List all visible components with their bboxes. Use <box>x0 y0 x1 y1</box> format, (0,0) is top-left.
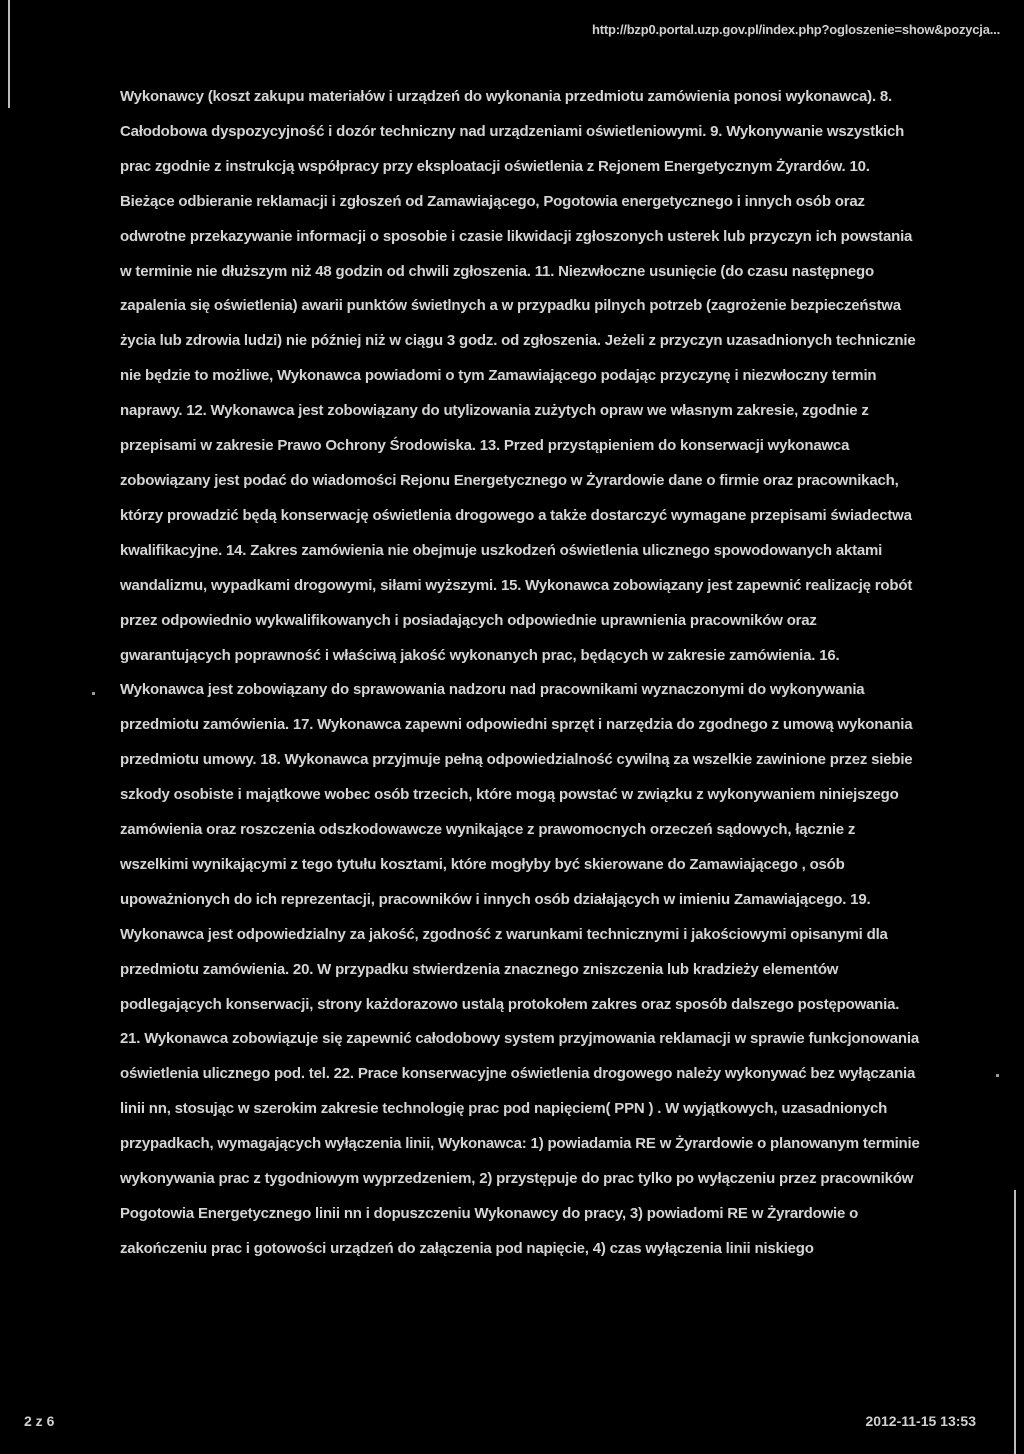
page-url: http://bzp0.portal.uzp.gov.pl/index.php?ogloszenie=show&pozycja... <box>592 22 1000 37</box>
scan-speck <box>996 1074 999 1077</box>
print-timestamp: 2012-11-15 13:53 <box>865 1413 976 1429</box>
scan-edge-line-left <box>8 0 10 108</box>
scan-speck <box>92 692 95 695</box>
page-number: 2 z 6 <box>24 1413 55 1429</box>
document-body-text: Wykonawcy (koszt zakupu materiałów i urządzeń do wykonania przedmiotu zamówienia ponosi wykonawca). 8. Całodobowa dyspozycyjność i dozór techniczny nad urządzeniami oświetleniowymi. 9. Wykonywanie wszystkich prac zgodnie z instrukcją współpracy przy eksploatacji oświetlenia z Rejonem Energetycznym Żyrardów. 10. Bieżące odbieranie reklamacji i zgłoszeń od Zamawiającego, Pogotowia energetycznego i innych osób oraz odwrotne przekazywanie informacji o sposobie i czasie likwidacji zgłoszonych usterek lub przyczyn ich powstania w terminie nie dłuższym niż 48 godzin od chwili zgłoszenia. 11. Niezwłoczne usunięcie (do czasu następnego zapalenia się oświetlenia) awarii punktów świetlnych a w przypadku pilnych potrzeb (zagrożenie bezpieczeństwa życia lub zdrowia ludzi) nie później niż w ciągu 3 godz. od zgłoszenia. Jeżeli z przyczyn uzasadnionych technicznie nie będzie to możliwe, Wykonawca powiadomi o tym Zamawiającego podając przyczynę i niezwłoczny termin naprawy. 12. Wykonawca jest zobowiązany do utylizowania zużytych opraw we własnym zakresie, zgodnie z przepisami w zakresie Prawo Ochrony Środowiska. 13. Przed przystąpieniem do konserwacji wykonawca zobowiązany jest podać do wiadomości Rejonu Energetycznego w Żyrardowie dane o firmie oraz pracownikach, którzy prowadzić będą konserwację oświetlenia drogowego a także dostarczyć wymagane przepisami świadectwa kwalifikacyjne. 14. Zakres zamówienia nie obejmuje uszkodzeń oświetlenia ulicznego spowodowanych aktami wandalizmu, wypadkami drogowymi, siłami wyższymi. 15. Wykonawca zobowiązany jest zapewnić realizację robót przez odpowiednio wykwalifikowanych i posiadających odpowiednie uprawnienia pracowników oraz gwarantujących poprawność i właściwą jakość wykonanych prac, będących w zakresie zamówienia. 16. Wykonawca jest zobowiązany do sprawowania nadzoru nad pracownikami wyznaczonymi do wykonywania przedmiotu zamówienia. 17. Wykonawca zapewni odpowiedni sprzęt i narzędzia do zgodnego z umową wykonania przedmiotu umowy. 18. Wykonawca przyjmuje pełną odpowiedzialność cywilną za wszelkie zawinione przez siebie szkody osobiste i majątkowe wobec osób trzecich, które mogą powstać w związku z wykonywaniem niniejszego zamówienia oraz roszczenia odszkodowawcze wynikające z prawomocnych orzeczeń sądowych, łącznie z wszelkimi wynikającymi z tego tytułu kosztami, które mogłyby być skierowane do Zamawiającego , osób upoważnionych do ich reprezentacji, pracowników i innych osób działających w imieniu Zamawiającego. 19. Wykonawca jest odpowiedzialny za jakość, zgodność z warunkami technicznymi i jakościowymi opisanymi dla przedmiotu zamówienia. 20. W przypadku stwierdzenia znacznego zniszczenia lub kradzieży elementów podlegających konserwacji, strony każdorazowo ustalą protokołem zakres oraz sposób dalszego postępowania. 21. Wykonawca zobowiązuje się zapewnić całodobowy system przyjmowania reklamacji w sprawie funkcjonowania oświetlenia ulicznego pod. tel. 22. Prace konserwacyjne oświetlenia drogowego należy wykonywać bez wyłączania linii nn, stosując w szerokim zakresie technologię prac pod napięciem( PPN ) . W wyjątkowych, uzasadnionych przypadkach, wymagających wyłączenia linii, Wykonawca: 1) powiadamia RE w Żyrardowie o planowanym terminie wykonywania prac z tygodniowym wyprzedzeniem, 2) przystępuje do prac tylko po wyłączeniu przez pracowników Pogotowia Energetycznego linii nn i dopuszczeniu Wykonawcy do pracy, 3) powiadomi RE w Żyrardowie o zakończeniu prac i gotowości urządzeń do załączenia pod napięcie, 4) czas wyłączenia linii niskiego <box>120 88 920 1257</box>
scan-edge-line-right <box>1014 1190 1016 1454</box>
